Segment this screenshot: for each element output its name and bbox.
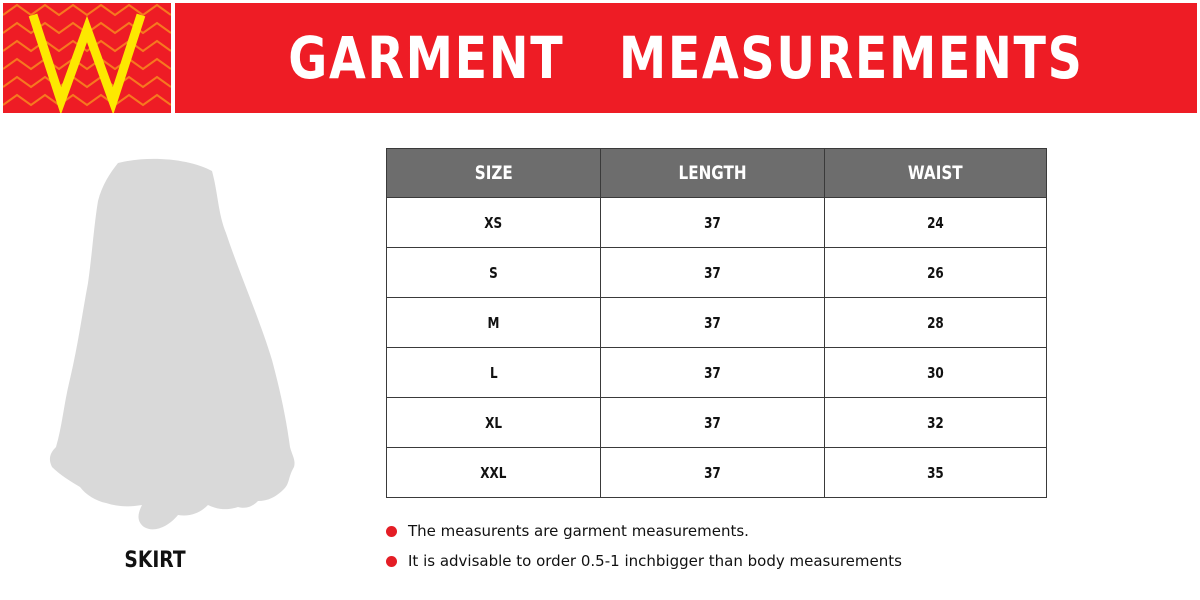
table-row <box>387 448 1047 498</box>
table-row <box>387 298 1047 348</box>
cell-size: XXL <box>387 448 601 498</box>
note-item <box>386 516 902 546</box>
note-text: It is advisable to order 0.5-1 inchbigger than body measurements <box>408 552 902 570</box>
cell-waist: 26 <box>825 248 1047 298</box>
cell-waist: 35 <box>825 448 1047 498</box>
table-row <box>387 248 1047 298</box>
cell-size: XS <box>387 198 601 248</box>
table-row <box>387 348 1047 398</box>
note-text: The measurents are garment measurements. <box>408 522 749 540</box>
header-waist: WAIST <box>825 149 1047 198</box>
cell-waist: 28 <box>825 298 1047 348</box>
table-header-row <box>387 149 1047 198</box>
title-banner <box>175 3 1197 113</box>
note-item <box>386 546 902 576</box>
notes-list <box>386 516 902 576</box>
table-row <box>387 398 1047 448</box>
table-row <box>387 198 1047 248</box>
brand-logo <box>3 3 171 113</box>
cell-length: 37 <box>601 248 825 298</box>
header-length: LENGTH <box>601 149 825 198</box>
page-title: GARMENT MEASUREMENTS <box>288 24 1084 92</box>
bullet-dot-icon <box>386 556 397 567</box>
skirt-silhouette-icon <box>40 155 310 540</box>
cell-length: 37 <box>601 198 825 248</box>
cell-size: M <box>387 298 601 348</box>
cell-size: S <box>387 248 601 298</box>
bullet-dot-icon <box>386 526 397 537</box>
cell-length: 37 <box>601 398 825 448</box>
cell-size: XL <box>387 398 601 448</box>
cell-length: 37 <box>601 348 825 398</box>
header-size: SIZE <box>387 149 601 198</box>
figure-label: SKIRT <box>124 548 186 573</box>
cell-length: 37 <box>601 448 825 498</box>
logo-w-icon <box>3 3 171 113</box>
cell-waist: 30 <box>825 348 1047 398</box>
size-chart-table <box>386 148 1047 498</box>
cell-length: 37 <box>601 298 825 348</box>
cell-waist: 32 <box>825 398 1047 448</box>
cell-size: L <box>387 348 601 398</box>
cell-waist: 24 <box>825 198 1047 248</box>
